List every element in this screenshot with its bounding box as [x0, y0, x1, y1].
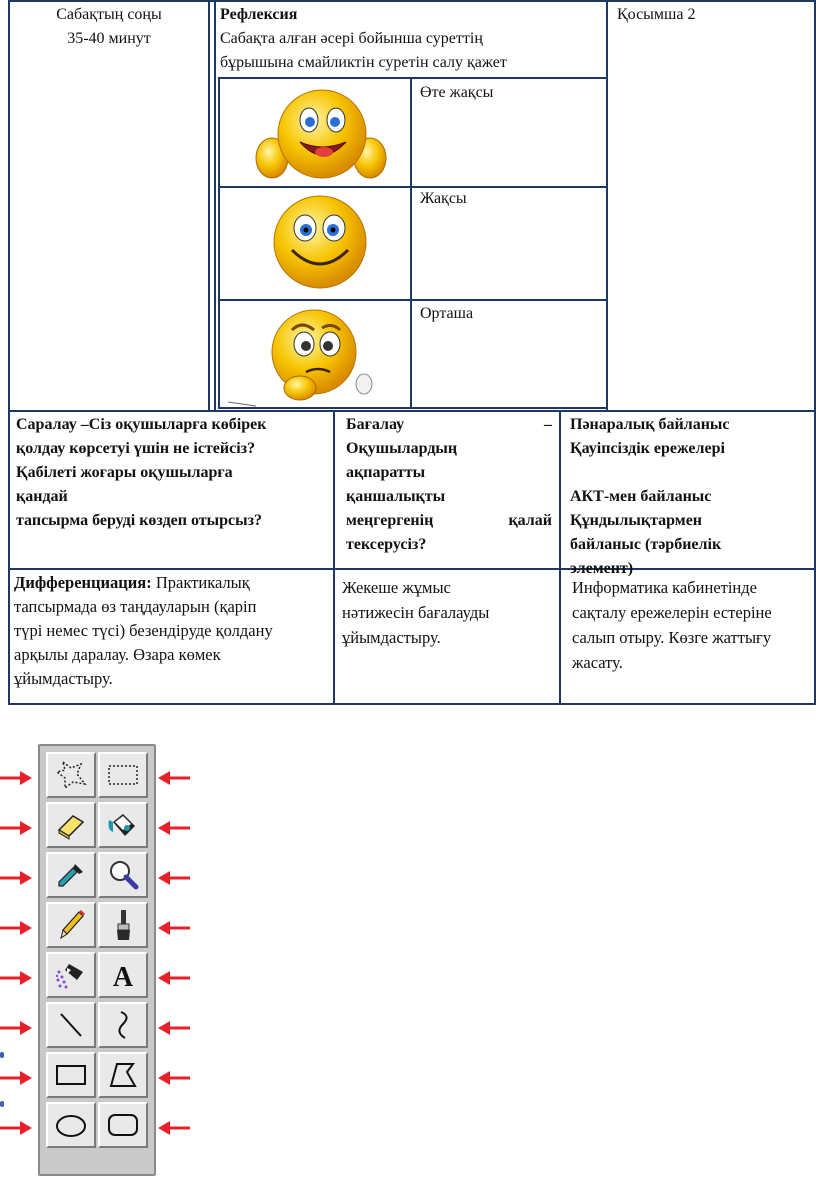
safety-answer-line-3: салып отыру. Көзге жаттығу [572, 628, 772, 647]
rating-excellent-label: Өте жақсы [420, 84, 494, 101]
differentiation-answer-line-3: түрі немес түсі) безендіруде қолдану [14, 621, 273, 640]
line-icon[interactable] [46, 1002, 96, 1048]
assessment-answer-line-2: нәтижесін бағалауды [342, 603, 490, 622]
assessment-line-6: тексерусіз? [346, 536, 427, 553]
rating-good-label: Жақсы [420, 190, 467, 207]
assessment-answer-cell [342, 575, 556, 650]
assessment-dash: – [544, 416, 552, 433]
arrow-right-icon [0, 969, 34, 987]
reflection-text-line-1: Сабақта алған әсері бойынша суреттің [220, 30, 483, 47]
differentiation-question-line-2: қолдау көрсетуі үшін не істейсіз? [16, 440, 256, 457]
brush-icon[interactable] [98, 902, 148, 948]
rect-select-icon[interactable] [98, 752, 148, 798]
thinking-smiley-icon [226, 304, 386, 408]
polygon-icon[interactable] [98, 1052, 148, 1098]
reflection-cell [220, 3, 604, 75]
rounded-rect-icon[interactable] [98, 1102, 148, 1148]
cross-curricular-line-1: Пәнаралық байланыс [570, 416, 730, 433]
assessment-question-cell [346, 413, 552, 557]
reflection-text-line-2: бұрышына смайликтін суретін салу қажет [220, 54, 507, 71]
assessment-title: Бағалау [346, 416, 405, 433]
cross-curricular-line-6: байланыс (тәрбиелік [570, 536, 722, 553]
rating-average-label: Орташа [420, 305, 474, 322]
reflection-title: Рефлексия [220, 6, 298, 23]
appendix-label: Қосымша 2 [617, 6, 696, 23]
happy-smiley-icon [268, 192, 372, 292]
arrow-right-icon [0, 869, 34, 887]
differentiation-answer-line-5: ұйымдастыру. [14, 669, 113, 688]
cross-curricular-line-7: элемент) [570, 560, 634, 577]
stray-dot [0, 1052, 4, 1058]
arrow-left-icon [156, 819, 190, 837]
assessment-line-5-right: қалай [508, 512, 552, 529]
cross-curricular-cell [570, 413, 810, 581]
lesson-end-label: Сабақтың соңы [56, 6, 162, 23]
differentiation-answer-bold: Дифференциация: [14, 573, 152, 592]
differentiation-answer-line-2: тапсырмада өз таңдауларын (қаріп [14, 597, 257, 616]
differentiation-question-line-5: тапсырма беруді көздеп отырсыз? [16, 512, 263, 529]
assessment-line-3: ақпаратты [346, 464, 426, 481]
differentiation-answer-line-4: арқылы даралау. Өзара көмек [14, 645, 221, 664]
differentiation-answer-cell [14, 571, 330, 691]
assessment-answer-line-1: Жекеше жұмыс [342, 578, 451, 597]
pencil-icon[interactable] [46, 902, 96, 948]
cross-curricular-line-5: Құндылықтармен [570, 512, 703, 529]
paint-toolbox [38, 744, 156, 1176]
assessment-line-2: Оқушылардың [346, 440, 458, 457]
fill-bucket-icon[interactable] [98, 802, 148, 848]
text-tool-glyph: A [112, 962, 134, 992]
lesson-end-cell [10, 3, 208, 51]
arrow-right-icon [0, 819, 34, 837]
assessment-answer-line-3: ұйымдастыру. [342, 628, 441, 647]
arrow-left-icon [156, 969, 190, 987]
arrow-left-icon [156, 869, 190, 887]
arrow-left-icon [156, 919, 190, 937]
safety-answer-line-1: Информатика кабинетінде [572, 578, 757, 597]
free-form-select-icon[interactable] [46, 752, 96, 798]
differentiation-question-cell [16, 413, 330, 533]
curve-icon[interactable] [98, 1002, 148, 1048]
eraser-icon[interactable] [46, 802, 96, 848]
rectangle-icon[interactable] [46, 1052, 96, 1098]
differentiation-question-line-1: Саралау –Сіз оқушыларға көбірек [16, 416, 267, 433]
ellipse-icon[interactable] [46, 1102, 96, 1148]
arrow-left-icon [156, 1119, 190, 1137]
differentiation-question-line-3: Қабілеті жоғары оқушыларға [16, 464, 233, 481]
cross-curricular-line-4: АКТ-мен байланыс [570, 488, 712, 505]
color-picker-icon[interactable] [46, 852, 96, 898]
arrow-left-icon [156, 1019, 190, 1037]
safety-answer-line-2: сақталу ережелерін естеріне [572, 603, 772, 622]
arrow-right-icon [0, 769, 34, 787]
assessment-line-5-left: меңгергенің [346, 512, 434, 529]
differentiation-question-line-4: қандай [16, 488, 68, 505]
lesson-end-time: 35-40 минут [67, 30, 151, 47]
arrow-right-icon [0, 1119, 34, 1137]
text-tool-icon[interactable] [98, 952, 148, 998]
airbrush-icon[interactable] [46, 952, 96, 998]
arrow-right-icon [0, 1069, 34, 1087]
cross-curricular-line-2: Қауіпсіздік ережелері [570, 440, 725, 457]
safety-answer-line-4: жасату. [572, 653, 623, 672]
safety-answer-cell [572, 575, 812, 675]
magnifier-icon[interactable] [98, 852, 148, 898]
thumbs-up-smiley-icon [252, 86, 392, 184]
arrow-left-icon [156, 769, 190, 787]
stray-dot [0, 1101, 4, 1107]
arrow-right-icon [0, 1019, 34, 1037]
differentiation-answer-rest: Практикалық [151, 573, 250, 592]
arrow-left-icon [156, 1069, 190, 1087]
arrow-right-icon [0, 919, 34, 937]
assessment-line-4: қаншалықты [346, 488, 446, 505]
